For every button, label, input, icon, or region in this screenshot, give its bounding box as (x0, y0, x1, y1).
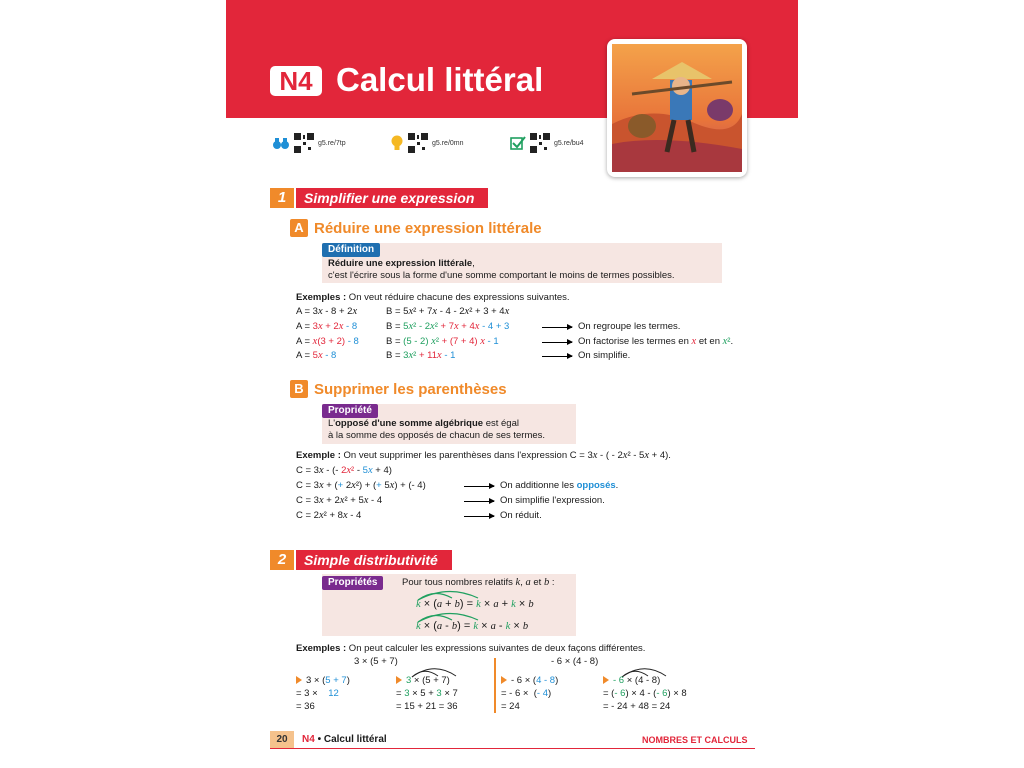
resource-url: g5.re/bu4 (554, 139, 584, 147)
properties-intro: Pour tous nombres relatifs k, a et b : (402, 577, 555, 588)
properties-tag: Propriétés (322, 576, 383, 590)
calc-left-2-line-3: = 15 + 21 = 36 (396, 701, 458, 712)
calc-left-2-line-1: 3 × (5 + 7) (396, 675, 450, 687)
section-title: Simple distributivité (296, 550, 452, 570)
note-simplify-expr: On simplifie l'expression. (500, 495, 605, 506)
property-line-1: L'opposé d'une somme algébrique est égal (328, 418, 519, 429)
expr-C-3: C = 3x + 2x² + 5x - 4 (296, 495, 383, 506)
calc-left-2-line-2: = 3 × 5 + 3 × 7 (396, 688, 458, 699)
section-number: 2 (270, 550, 294, 570)
footer-section-label: NOMBRES ET CALCULS (642, 735, 748, 745)
illustration-drawing (612, 44, 742, 172)
footer-chapter: N4 • Calcul littéral (302, 734, 387, 745)
definition-line-1: Réduire une expression littérale, (328, 258, 475, 269)
arrow-icon (542, 327, 572, 328)
calc-right-1-line-1: - 6 × (4 - 8) (501, 675, 558, 687)
resource-url: g5.re/0mn (432, 139, 464, 147)
expr-C-2: C = 3x + (+ 2x²) + (+ 5x) + (- 4) (296, 480, 426, 491)
section-title: Simplifier une expression (296, 188, 488, 208)
section-2-heading (270, 550, 452, 570)
arrow-icon (464, 516, 494, 517)
expr-B-3: B = (5 - 2) x² + (7 + 4) x - 1 (386, 336, 499, 347)
chapter-title: Calcul littéral (336, 61, 544, 98)
arrow-icon (542, 342, 572, 343)
subsection-title: Supprimer les parenthèses (314, 380, 507, 398)
note-factorise: On factorise les termes en x et en x². (578, 336, 734, 347)
qr-code-icon (408, 133, 428, 153)
column-divider (494, 658, 496, 713)
expr-C-4: C = 2x² + 8x - 4 (296, 510, 362, 521)
note-regroup: On regroupe les termes. (578, 321, 681, 332)
subsection-title: Réduire une expression littérale (314, 219, 542, 237)
example-intro: Exemple : On veut supprimer les parenthèses dans l'expression C = 3x - ( - 2x² - 5x + 4). (296, 450, 671, 461)
resource-binoculars[interactable] (272, 132, 346, 154)
calc-right-2-line-2: = (- 6) × 4 - (- 6) × 8 (603, 688, 687, 699)
expr-A-1: A = 3x - 8 + 2x (296, 306, 358, 317)
expr-A-3: A = x(3 + 2) - 8 (296, 336, 359, 347)
section-number: 1 (270, 188, 294, 208)
subsection-A-heading (290, 219, 542, 237)
qr-code-icon (530, 133, 550, 153)
expr-C-1: C = 3x - (- 2x² - 5x + 4) (296, 465, 392, 476)
chapter-code: N4 (270, 66, 322, 96)
textbook-page (226, 0, 798, 768)
examples-intro: Exemples : On veut réduire chacune des expressions suivantes. (296, 292, 570, 303)
lightbulb-icon (390, 135, 404, 151)
expr-A-4: A = 5x - 8 (296, 350, 337, 361)
calc-left-1-line-3: = 36 (296, 701, 315, 712)
qr-code-icon (294, 133, 314, 153)
illustration-image (607, 39, 747, 177)
resource-checkbox[interactable] (510, 132, 584, 154)
expr-A-2: A = 3x + 2x - 8 (296, 321, 358, 332)
footer-rule (270, 748, 755, 749)
subsection-letter: B (290, 380, 308, 398)
arrow-icon (464, 501, 494, 502)
expr-B-2: B = 5x² - 2x² + 7x + 4x - 4 + 3 (386, 321, 510, 332)
checkbox-icon (510, 136, 526, 150)
note-reduce: On réduit. (500, 510, 542, 521)
calc-right-1-line-2: = - 6 × (- 4) (501, 688, 552, 699)
definition-tag: Définition (322, 243, 380, 257)
calc-right-2-line-1: - 6 × (4 - 8) (603, 675, 660, 687)
calc-left-1-line-2: = 3 × 12 (296, 688, 339, 699)
calc-left-1-line-1: 3 × (5 + 7) (296, 675, 350, 687)
subsection-letter: A (290, 219, 308, 237)
examples2-intro: Exemples : On peut calculer les expressions suivantes de deux façons différentes. (296, 643, 646, 654)
property-line-2: à la somme des opposés de chacun de ses termes. (328, 430, 546, 441)
note-opposes: On additionne les opposés. (500, 480, 619, 491)
calc-right-1-line-3: = 24 (501, 701, 520, 712)
calc-right-2-line-3: = - 24 + 48 = 24 (603, 701, 671, 712)
page-number: 20 (270, 731, 294, 748)
section-1-heading (270, 188, 488, 208)
expr-B-4: B = 3x² + 11x - 1 (386, 350, 456, 361)
property-tag: Propriété (322, 404, 378, 418)
binoculars-icon (272, 136, 290, 150)
definition-line-2: c'est l'écrire sous la forme d'une somme comportant le moins de termes possibles. (328, 270, 675, 281)
arrow-icon (464, 486, 494, 487)
resource-url: g5.re/7tp (318, 139, 346, 147)
note-simplify: On simplifie. (578, 350, 631, 361)
example-right-head: - 6 × (4 - 8) (551, 656, 599, 667)
property-formula-2: k × (a - b) = k × a - k × b (416, 620, 529, 632)
subsection-B-heading (290, 380, 507, 398)
example-left-head: 3 × (5 + 7) (354, 656, 398, 667)
arrow-icon (542, 356, 572, 357)
property-formula-1: k × (a + b) = k × a + k × b (416, 598, 534, 610)
resource-lightbulb[interactable] (390, 132, 464, 154)
expr-B-1: B = 5x² + 7x - 4 - 2x² + 3 + 4x (386, 306, 510, 317)
